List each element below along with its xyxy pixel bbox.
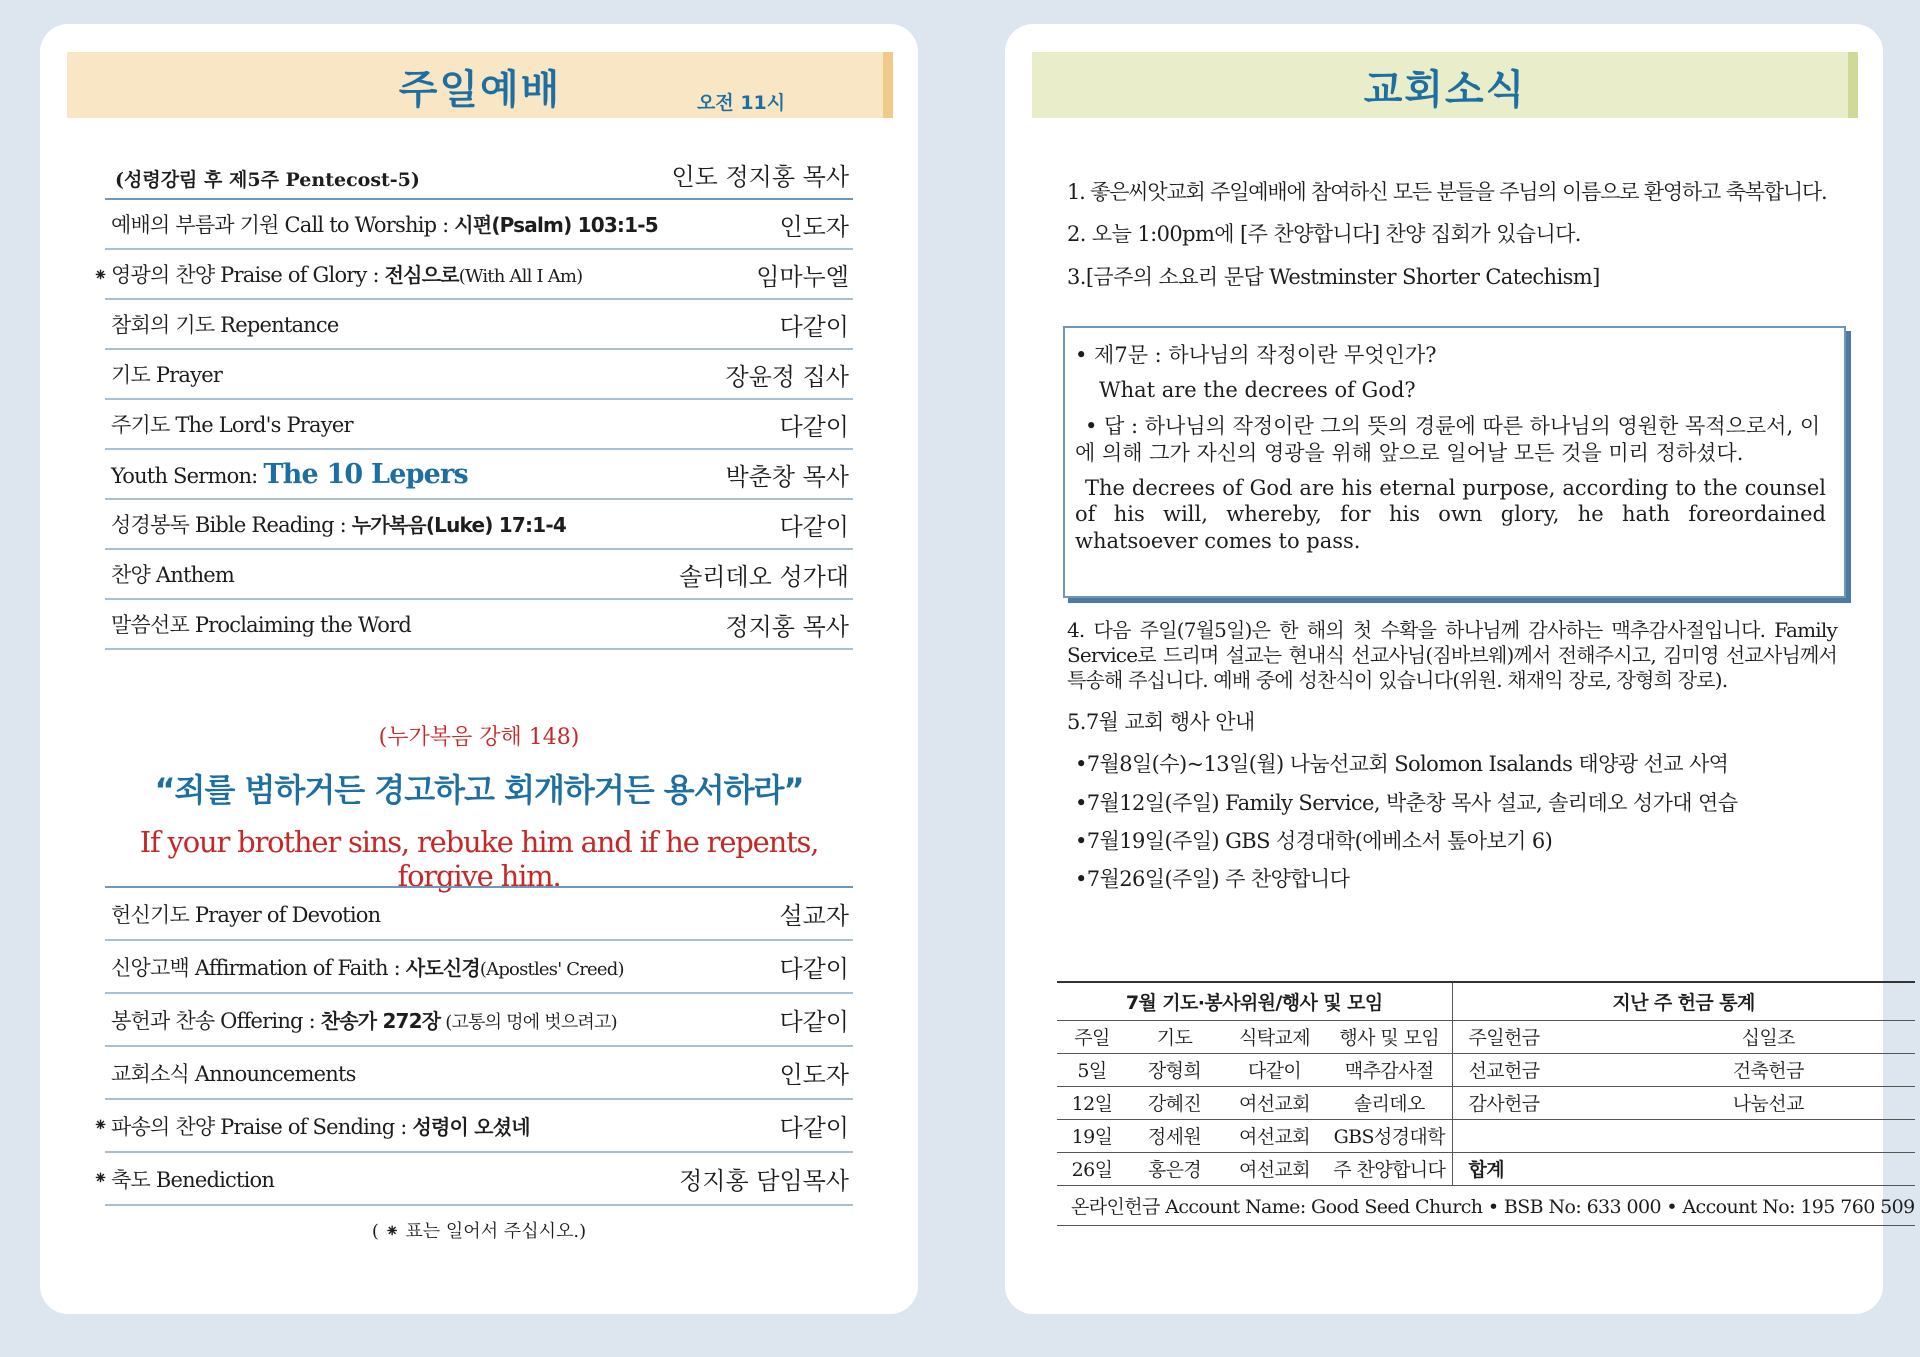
offering-cell: 십일조 (1622, 1020, 1915, 1053)
order-item-leader: 인도자 (779, 1061, 849, 1089)
sermon-title-en: If your brother sins, rebuke him and if he repents, forgive him. (139, 825, 819, 893)
news-item-2: 2. 오늘 1:00pm에 [주 찬양합니다] 찬양 집회가 있습니다. (1067, 222, 1581, 247)
order-item-label (111, 259, 582, 289)
order-item-leader: 임마누엘 (756, 262, 849, 291)
offering-cell (1622, 1152, 1915, 1185)
order-item (105, 888, 853, 941)
table-row (1057, 1119, 1915, 1152)
offering-cell (1452, 1119, 1622, 1152)
order-item-text: Youth Sermon: (111, 463, 264, 488)
order-item-label (111, 899, 380, 929)
standing-mark: ⁕ (93, 1168, 109, 1189)
order-item (105, 941, 853, 994)
order-item-text: 찬송가 272장 (320, 1008, 441, 1033)
order-item-leader: 솔리데오 성가대 (679, 562, 849, 591)
catechism-box (1063, 326, 1846, 598)
schedule-cell: 다같이 (1222, 1053, 1327, 1086)
offering-cell: 주일헌금 (1452, 1020, 1622, 1053)
catechism-question-en: What are the decrees of God? (1099, 378, 1416, 403)
order-item-text: 축도 Benediction (111, 1167, 275, 1192)
news-panel (1005, 24, 1915, 1314)
news-item-3: 3.[금주의 소요리 문답 Westminster Shorter Catechism] (1067, 264, 1600, 289)
schedule-cell: 홍은경 (1127, 1152, 1222, 1185)
order-item (105, 450, 853, 500)
catechism-question-kr: • 제7문 : 하나님의 작정이란 무엇인가? (1075, 343, 1437, 367)
pentecost-label: (성령강림 후 제5주 Pentecost-5) (115, 169, 420, 191)
worship-panel (40, 24, 918, 1314)
order-item-leader: 다같이 (779, 1008, 849, 1036)
order-item-leader: 인도자 (779, 212, 849, 241)
order-item-text: 찬양 Anthem (111, 563, 235, 587)
events-list (1067, 751, 1837, 892)
schedule-cell: 여선교회 (1222, 1152, 1327, 1185)
news-items-bottom (1067, 618, 1837, 904)
order-header (105, 154, 853, 200)
order-item-text: 예배의 부름과 기원 Call to Worship : (111, 213, 455, 237)
order-item-leader: 박춘창 목사 (725, 462, 849, 491)
order-of-service-top (93, 154, 853, 650)
offering-cell: 나눔선교 (1622, 1086, 1915, 1119)
catechism-answer-en: The decrees of God are his eternal purpose, according to the counsel of his will, whereby, for his own glory, he hath foreordained whatsoever comes to pass. (1075, 476, 1826, 553)
order-item (105, 200, 853, 250)
schedule-cell: 12일 (1057, 1086, 1127, 1119)
news-title: 교회소식 (1363, 67, 1527, 113)
order-item (105, 350, 853, 400)
order-item-text: 시편(Psalm) 103:1-5 (454, 213, 658, 237)
worship-title-band (67, 52, 893, 118)
order-item-leader: 다같이 (779, 412, 849, 441)
order-item-text: 성령이 오셨네 (412, 1114, 530, 1139)
schedule-column-header: 주일 (1057, 1020, 1127, 1053)
sermon-block (90, 720, 868, 893)
order-item-text: 참회의 기도 Repentance (111, 313, 339, 337)
order-item (105, 500, 853, 550)
schedule-offering-table (1057, 981, 1915, 1226)
schedule-cell: GBS성경대학 (1327, 1119, 1452, 1152)
online-offering-info: 온라인헌금 Account Name: Good Seed Church • BSB No: 633 000 • Account No: 195 760 509 (1057, 1185, 1915, 1225)
offering-header: 지난 주 헌금 통계 (1452, 982, 1915, 1020)
schedule-cell: 장형희 (1127, 1053, 1222, 1086)
offering-cell (1622, 1119, 1915, 1152)
schedule-cell: 맥추감사절 (1327, 1053, 1452, 1086)
worship-time: 오전 11시 (697, 92, 786, 114)
event-item: •7월19일(주일) GBS 성경대학(에베소서 톺아보기 6) (1075, 828, 1553, 853)
order-item-leader: 다같이 (779, 955, 849, 983)
schedule-column-header: 행사 및 모임 (1327, 1020, 1452, 1053)
presider: 인도 정지홍 목사 (671, 163, 849, 191)
sermon-title-kr: “죄를 범하거든 경고하고 회개하거든 용서하라” (154, 771, 804, 809)
order-item-text: 신앙고백 Affirmation of Faith : (111, 955, 406, 980)
order-item-text: 사도신경 (405, 955, 480, 980)
order-of-service-bottom (93, 886, 853, 1206)
schedule-cell: 26일 (1057, 1152, 1127, 1185)
order-items-bottom (93, 888, 853, 1206)
order-item-text: 말씀선포 Proclaiming the Word (111, 613, 411, 637)
sermon-reference: (누가복음 강해 148) (378, 725, 580, 750)
order-item-text: 전심으로 (384, 263, 459, 287)
order-item-text: 봉헌과 찬송 Offering : (111, 1008, 321, 1033)
schedule-column-header: 기도 (1127, 1020, 1222, 1053)
event-item: •7월8일(수)~13일(월) 나눔선교회 Solomon Isalands 태양광 선교 사역 (1075, 752, 1729, 777)
order-item-leader: 다같이 (779, 312, 849, 341)
news-item-1: 1. 좋은씨앗교회 주일예배에 참여하신 모든 분들을 주님의 이름으로 환영하고 축복합니다. (1067, 180, 1827, 204)
table-row (1057, 1053, 1915, 1086)
order-item (105, 994, 853, 1047)
order-item-text: (Apostles' Creed) (479, 958, 624, 980)
schedule-header: 7월 기도·봉사위원/행사 및 모임 (1057, 982, 1452, 1020)
order-item-label (111, 559, 234, 589)
order-item-label (111, 609, 411, 639)
worship-title: 주일예배 (398, 67, 562, 113)
order-item-leader: 정지홍 목사 (725, 612, 849, 641)
order-item (93, 1153, 853, 1206)
order-item-leader: 장윤정 집사 (725, 362, 849, 391)
table-row (1057, 1020, 1915, 1053)
order-item (105, 550, 853, 600)
schedule-cell: 주 찬양합니다 (1327, 1152, 1452, 1185)
order-item (105, 400, 853, 450)
news-item-5: 5.7월 교회 행사 안내 (1067, 710, 1255, 734)
order-item-label (111, 209, 658, 239)
order-item-label (111, 1164, 274, 1194)
event-item: •7월26일(주일) 주 찬양합니다 (1075, 867, 1350, 891)
order-item-text: 교회소식 Announcements (111, 1061, 356, 1086)
schedule-cell: 솔리데오 (1327, 1086, 1452, 1119)
order-item-leader: 다같이 (779, 512, 849, 541)
order-item-label (111, 1058, 356, 1088)
order-item-label (111, 1111, 530, 1141)
table-row (1057, 1152, 1915, 1185)
offering-cell: 감사헌금 (1452, 1086, 1622, 1119)
order-item-label (111, 359, 222, 389)
order-item-text: (고통의 멍에 벗으려고) (440, 1011, 617, 1033)
offering-cell: 건축헌금 (1622, 1053, 1915, 1086)
order-item (93, 1100, 853, 1153)
order-item-text: 성경봉독 Bible Reading : (111, 513, 352, 537)
schedule-cell: 여선교회 (1222, 1119, 1327, 1152)
standing-mark: ⁕ (93, 265, 109, 286)
order-item-label (111, 1005, 617, 1035)
schedule-cell: 5일 (1057, 1053, 1127, 1086)
standing-mark: ⁕ (93, 1115, 109, 1136)
schedule-column-header: 식탁교제 (1222, 1020, 1327, 1053)
order-item (105, 600, 853, 650)
schedule-cell: 19일 (1057, 1119, 1127, 1152)
order-items-top (93, 200, 853, 650)
schedule-cell: 정세원 (1127, 1119, 1222, 1152)
order-item-text: 영광의 찬양 Praise of Glory : (111, 263, 385, 287)
order-item-text: The 10 Lepers (263, 458, 468, 490)
schedule-cell: 강혜진 (1127, 1086, 1222, 1119)
schedule-cell: 여선교회 (1222, 1086, 1327, 1119)
event-item: •7월12일(주일) Family Service, 박춘창 목사 설교, 솔리데오 성가대 연습 (1075, 790, 1738, 815)
news-item-4: 4. 다음 주일(7월5일)은 한 해의 첫 수확을 하나님께 감사하는 맥추감사절입니다. Family Service로 드리며 설교는 현내식 선교사님(짐바브웨)께서 전해주시고, 김미영 선교사님께서 특송해 주십니다. 예배 중에 성찬식이 있습니다(위원. 채재익 장로, 장형희 장로). (1067, 618, 1837, 692)
order-item-text: 헌신기도 Prayer of Devotion (111, 902, 381, 927)
standing-footnote: ( ⁕ 표는 일어서 주십시오.) (371, 1221, 587, 1242)
order-item-leader: 정지홍 담임목사 (679, 1167, 849, 1195)
order-item-text: 파송의 찬양 Praise of Sending : (111, 1114, 413, 1139)
order-item-label (111, 509, 566, 539)
table-row (1057, 1086, 1915, 1119)
offering-cell: 합계 (1452, 1152, 1622, 1185)
order-item (105, 1047, 853, 1100)
news-title-band (1032, 52, 1858, 118)
order-item-label (111, 459, 468, 490)
order-item-leader: 설교자 (779, 902, 849, 930)
order-item-label (111, 409, 353, 439)
order-item-label (111, 952, 624, 982)
order-item-text: (With All I Am) (458, 266, 583, 287)
order-item-leader: 다같이 (779, 1114, 849, 1142)
order-item-label (111, 309, 339, 339)
news-items-top (1067, 179, 1837, 306)
order-item-text: 누가복음(Luke) 17:1-4 (351, 513, 566, 537)
order-item (105, 300, 853, 350)
order-item-text: 기도 Prayer (111, 363, 223, 387)
catechism-answer-kr: • 답 : 하나님의 작정이란 그의 뜻의 경륜에 따른 하나님의 영원한 목적으로서, 이에 의해 그가 자신의 영광을 위해 앞으로 일어날 모든 것을 미리 정하셨다. (1075, 413, 1821, 465)
order-item-text: 주기도 The Lord's Prayer (111, 413, 353, 437)
offering-cell: 선교헌금 (1452, 1053, 1622, 1086)
order-item (93, 250, 853, 300)
